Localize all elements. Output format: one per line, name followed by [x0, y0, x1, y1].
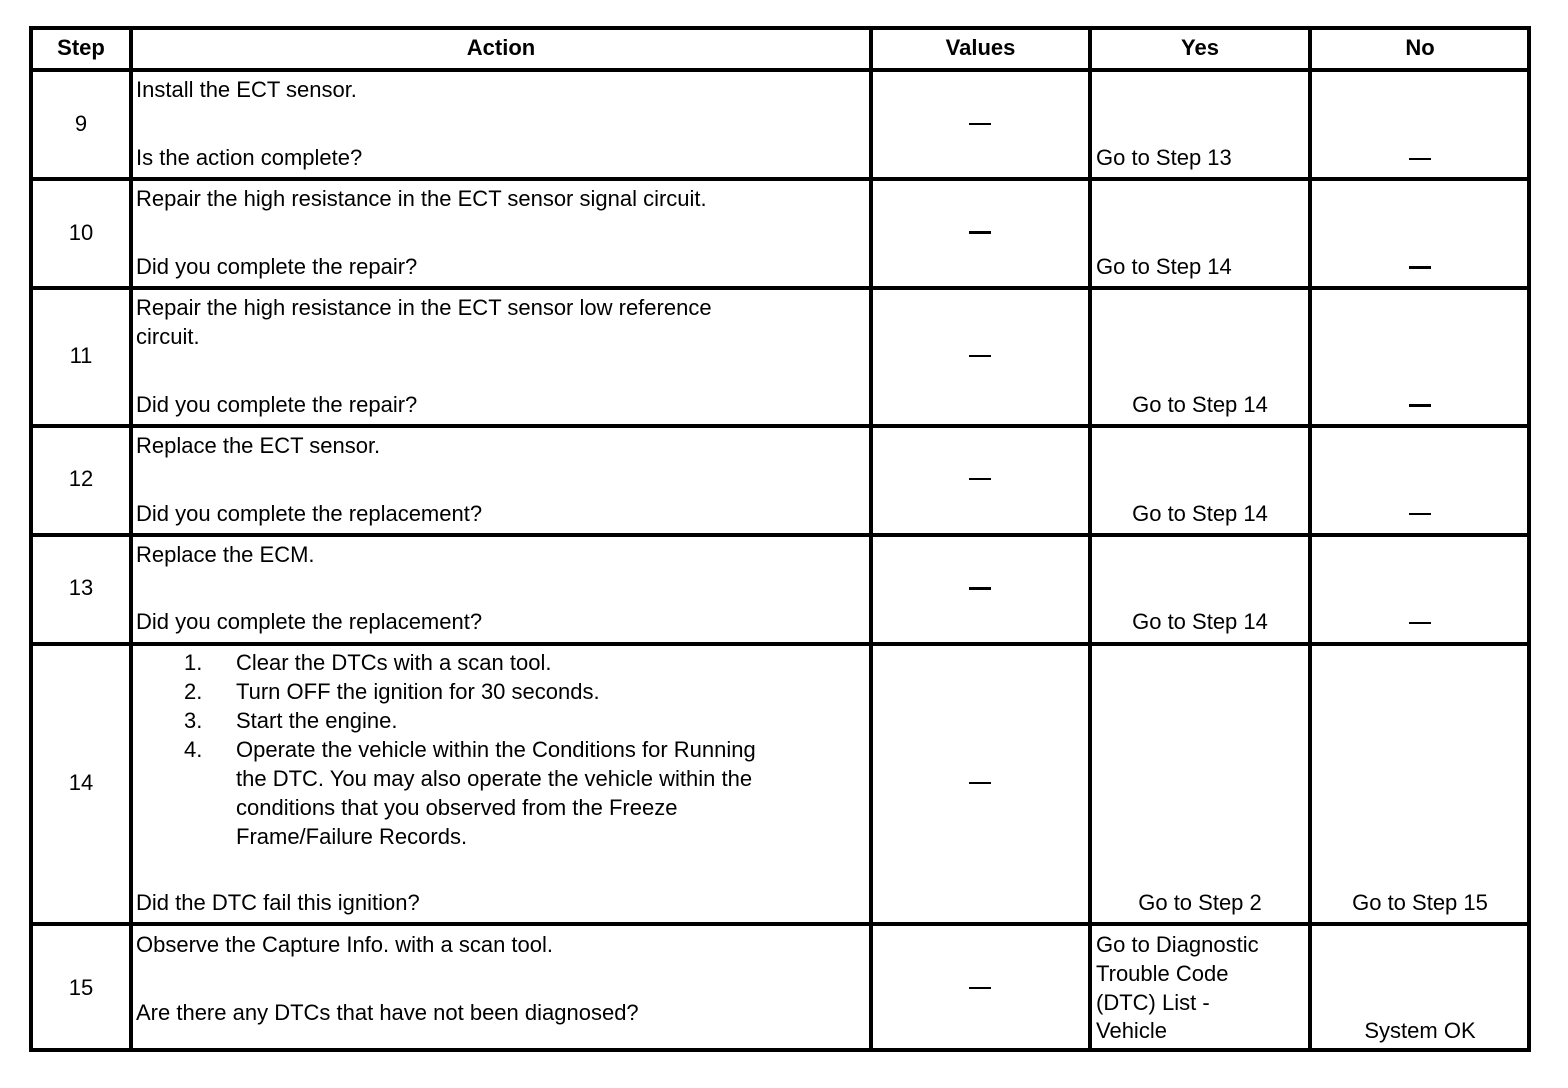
list-item	[136, 648, 756, 677]
header-step: Step	[57, 35, 105, 60]
yes-cell-line: Trouble Code	[1096, 961, 1229, 986]
header-no: No	[1405, 35, 1435, 60]
action-text: circuit.	[136, 324, 200, 349]
list-item-text: Clear the DTCs with a scan tool.	[236, 650, 552, 675]
values-dash	[969, 987, 991, 989]
list-item-text: Frame/Failure Records.	[236, 824, 468, 849]
row-divider	[33, 642, 1527, 646]
action-text: Replace the ECM.	[136, 542, 315, 567]
row-divider	[33, 286, 1527, 290]
header-yes: Yes	[1181, 35, 1219, 60]
yes-cell: Go to Step 14	[1132, 501, 1268, 526]
step-number: 9	[74, 111, 88, 136]
list-number: 3.	[184, 708, 203, 733]
values-dash	[969, 123, 991, 125]
list-item-text: Operate the vehicle within the Conditions for Running	[236, 737, 756, 762]
action-text: Install the ECT sensor.	[136, 77, 357, 102]
action-question: Did you complete the repair?	[136, 254, 418, 279]
yes-cell: Go to Step 14	[1096, 254, 1232, 279]
list-number: 1.	[184, 650, 203, 675]
no-dash	[1409, 266, 1431, 269]
no-cell: Go to Step 15	[1352, 890, 1488, 915]
list-number: 4.	[184, 737, 203, 762]
yes-cell-line: (DTC) List -	[1096, 990, 1210, 1015]
list-item-text: Start the engine.	[236, 708, 398, 733]
yes-cell-line: Go to Diagnostic	[1096, 932, 1259, 957]
yes-cell: Go to Step 13	[1096, 145, 1232, 170]
no-dash	[1409, 622, 1431, 624]
list-item	[136, 735, 756, 851]
no-cell: System OK	[1364, 1018, 1476, 1043]
action-question: Are there any DTCs that have not been diagnosed?	[136, 1000, 639, 1025]
action-question: Did you complete the replacement?	[136, 609, 483, 634]
list-item	[136, 677, 756, 706]
row-divider	[33, 424, 1527, 428]
list-item-text: conditions that you observed from the Freeze	[236, 795, 678, 820]
yes-cell: Go to Step 2	[1138, 890, 1262, 915]
values-dash	[969, 231, 991, 234]
action-question: Is the action complete?	[136, 145, 363, 170]
action-text: Observe the Capture Info. with a scan tool.	[136, 932, 554, 957]
list-item	[136, 706, 756, 735]
step-number: 11	[69, 343, 93, 368]
col-divider	[869, 30, 873, 1048]
values-dash	[969, 478, 991, 480]
step-number: 12	[68, 466, 94, 491]
row-divider	[33, 922, 1527, 926]
step-number: 10	[68, 220, 94, 245]
step-number: 13	[68, 575, 94, 600]
list-number: 2.	[184, 679, 203, 704]
yes-cell-line: Vehicle	[1096, 1018, 1167, 1043]
list-item-text: Turn OFF the ignition for 30 seconds.	[236, 679, 600, 704]
no-dash	[1409, 404, 1431, 407]
row-divider	[33, 533, 1527, 537]
yes-cell: Go to Step 14	[1132, 392, 1268, 417]
no-dash	[1409, 513, 1431, 515]
step-number: 14	[68, 770, 94, 795]
list-item-text: the DTC. You may also operate the vehicle within the	[236, 766, 753, 791]
header-values: Values	[945, 35, 1016, 60]
row-divider	[33, 68, 1527, 72]
col-divider	[129, 30, 133, 1048]
values-dash	[969, 355, 991, 357]
action-question: Did you complete the repair?	[136, 392, 418, 417]
action-question: Did you complete the replacement?	[136, 501, 483, 526]
action-text: Repair the high resistance in the ECT sensor signal circuit.	[136, 186, 707, 211]
action-question: Did the DTC fail this ignition?	[136, 890, 420, 915]
values-dash	[969, 782, 991, 784]
action-text: Replace the ECT sensor.	[136, 433, 381, 458]
row-divider	[33, 177, 1527, 181]
no-dash	[1409, 158, 1431, 160]
action-text: Repair the high resistance in the ECT sensor low reference	[136, 295, 712, 320]
header-action: Action	[466, 35, 536, 60]
yes-cell: Go to Step 14	[1132, 609, 1268, 634]
step-number: 15	[68, 975, 94, 1000]
values-dash	[969, 587, 991, 590]
action-steps-list	[136, 648, 756, 851]
